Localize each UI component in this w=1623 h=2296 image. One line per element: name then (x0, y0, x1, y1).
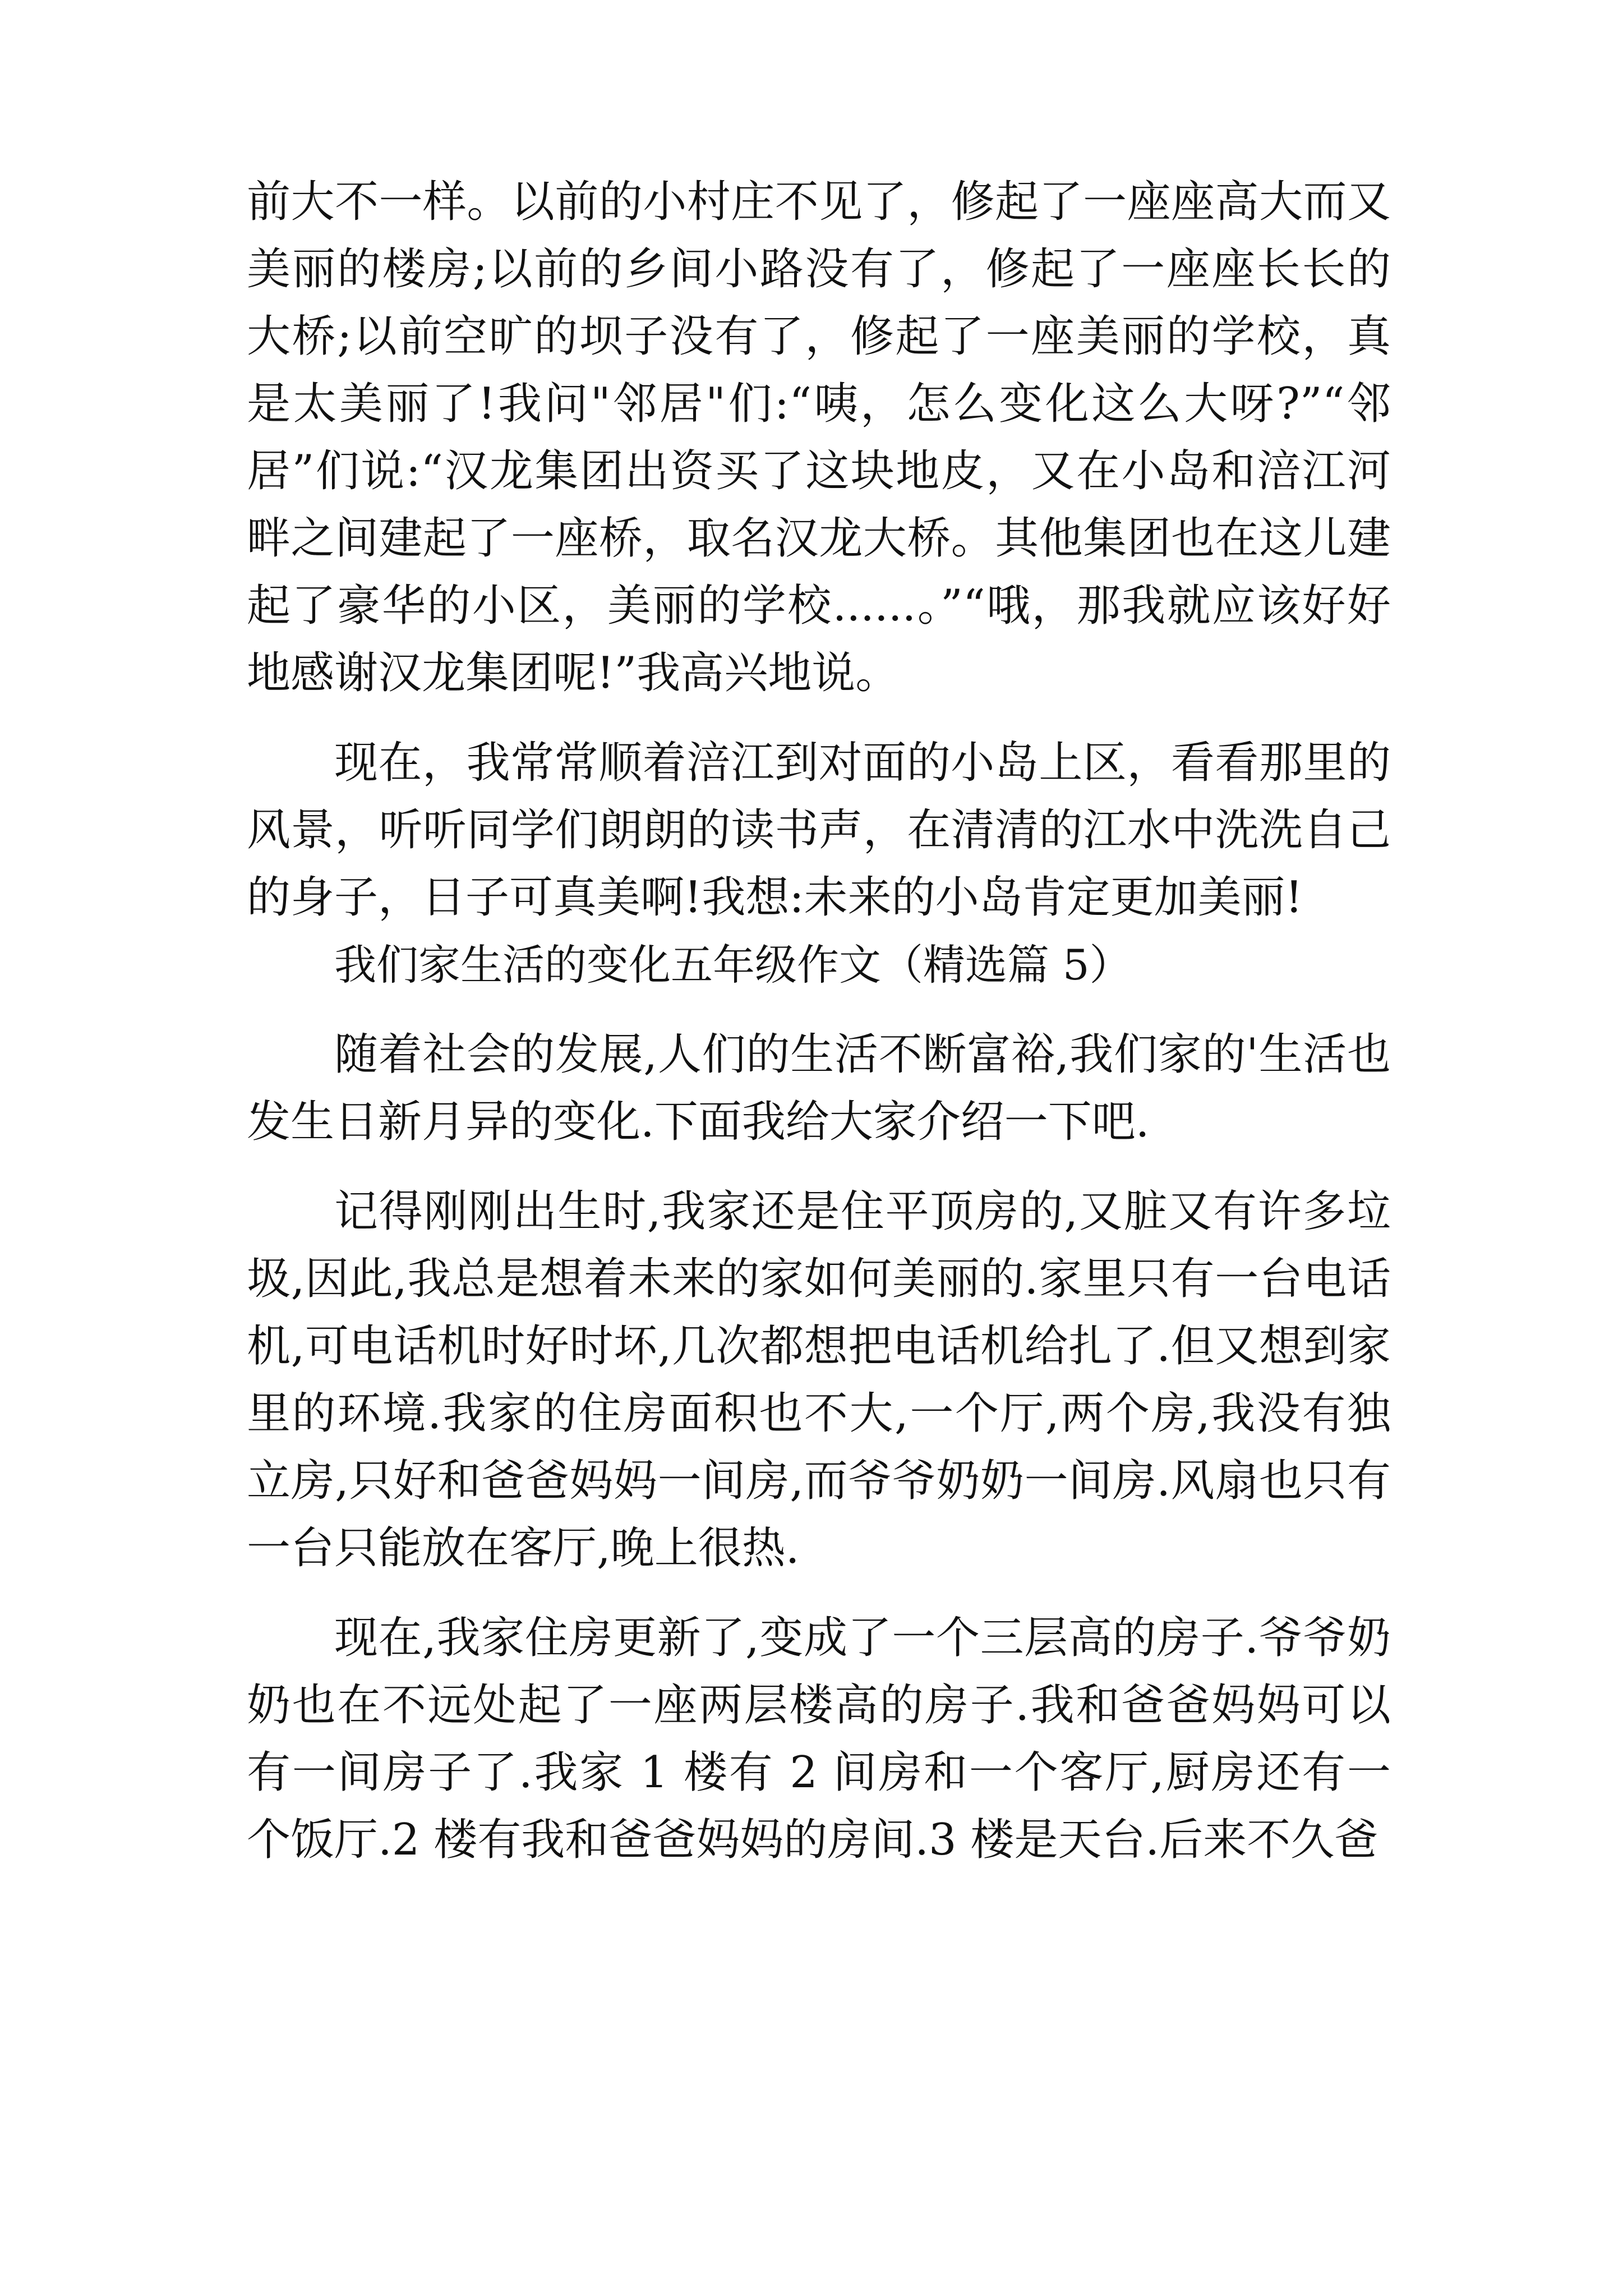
essay-title: 我们家生活的变化五年级作文（精选篇 5） (334, 940, 1132, 990)
paragraph-village-changes: 前大不一样。以前的小村庄不见了，修起了一座座高大而又美丽的楼房;以前的乡间小路没有了，修起了一座座长长的大桥;以前空旷的坝子没有了，修起了一座美丽的学校，真是太美丽了!我问"邻居"们:“咦，怎么变化这么大呀?”“邻居”们说:“汉龙集团出资买了这块地皮，又在小岛和涪江河畔之间建起了一座桥，取名汉龙大桥。其他集团也在这儿建起了豪华的小区，美丽的学校......。”“哦，那我就应该好好地感谢汉龙集团呢!”我高兴地说。 (247, 177, 1391, 698)
paragraph-past-home: 记得刚刚出生时,我家还是住平顶房的,又脏又有许多垃圾,因此,我总是想着未来的家如何美丽的.家里只有一台电话机,可电话机时好时坏,几次都想把电话机给扎了.但又想到家里的环境.我家的住房面积也不大,一个厅,两个房,我没有独立房,只好和爸爸妈妈一间房,而爷爷奶奶一间房.风扇也只有一台只能放在客厅,晚上很热. (247, 1186, 1391, 1573)
paragraph-introduction: 随着社会的发展,人们的生活不断富裕,我们家的'生活也发生日新月异的变化.下面我给大家介绍一下吧. (247, 1029, 1391, 1147)
document-page (247, 168, 1391, 1874)
paragraph-current-home: 现在,我家住房更新了,变成了一个三层高的房子.爷爷奶奶也在不远处起了一座两层楼高的房子.我和爸爸妈妈可以有一间房子了.我家 1 楼有 2 间房和一个客厅,厨房还有一个饭厅.2 楼有我和爸爸妈妈的房间.3 楼是天台.后来不久爸 (247, 1613, 1391, 1865)
paragraph-island-life: 现在，我常常顺着涪江到对面的小岛上区，看看那里的风景，听听同学们朗朗的读书声，在清清的江水中洗洗自己的身子，日子可真美啊!我想:未来的小岛肯定更加美丽! (247, 738, 1391, 923)
